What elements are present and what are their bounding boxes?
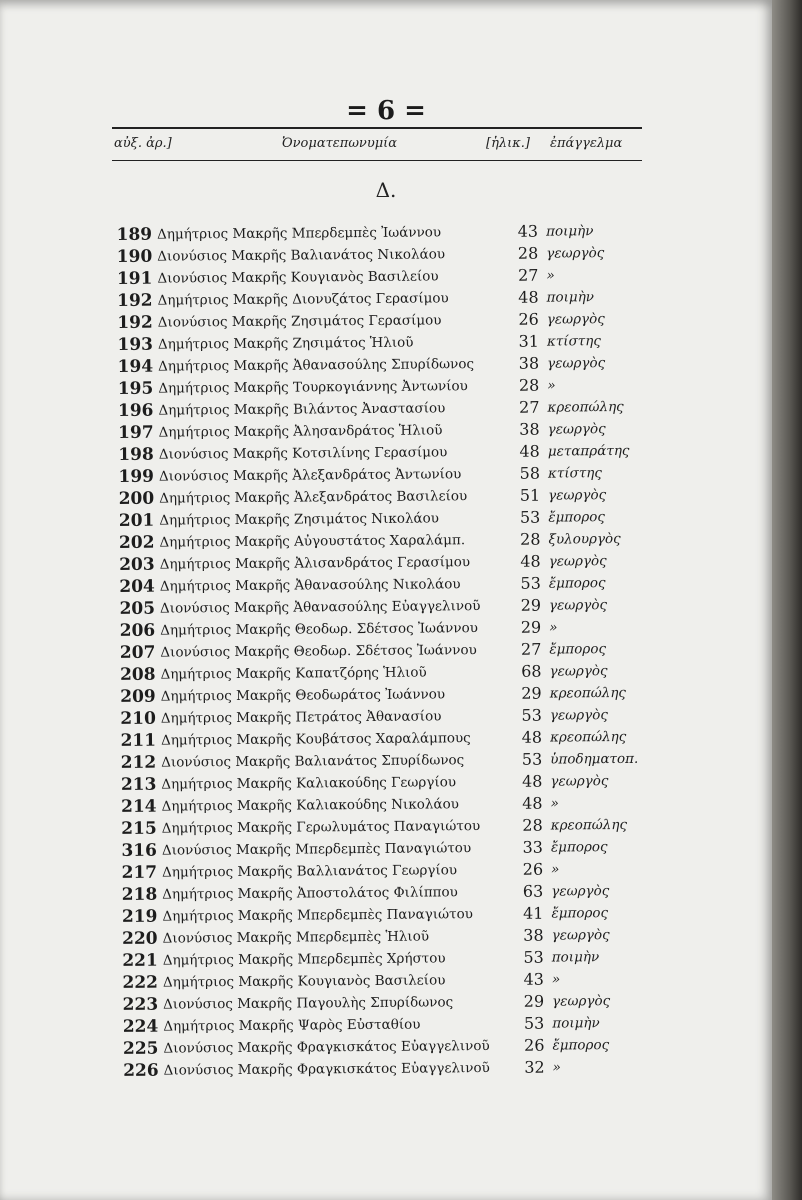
row-name: Δημήτριος Μακρῆς Πετράτος Ἀθανασίου [160, 708, 442, 727]
section-letter: Δ. [375, 178, 397, 202]
row-age: 31 [518, 331, 540, 351]
row-name: Δημήτριος Μακρῆς Βαλλιανάτος Γεωργίου [162, 862, 458, 881]
row-occupation: γεωργὸς [551, 883, 610, 900]
row-number: 191 [116, 268, 153, 289]
row-name: Δημήτριος Μακρῆς Ἀλεξανδράτος Βασιλείου [159, 488, 468, 507]
row-age: 48 [520, 551, 541, 571]
row-name: Διονύσιος Μακρῆς Ζησιμάτος Γερασίμου [157, 312, 442, 331]
row-number: 194 [117, 356, 154, 377]
row-occupation: γεωργὸς [549, 707, 608, 724]
row-name: Δημήτριος Μακρῆς Κουβάτσος Χαραλάμπους [160, 730, 471, 749]
row-age: 32 [524, 1057, 545, 1077]
row-name: Διονύσιος Μακρῆς Ἀθανασούλης Εὐαγγελινοῦ [159, 598, 481, 617]
row-occupation: ἔμπορος [548, 509, 606, 526]
row-occupation: γεωργὸς [548, 597, 608, 614]
row-number: 219 [121, 906, 158, 927]
row-age: 26 [518, 309, 539, 329]
row-occupation: γεωργὸς [547, 355, 606, 372]
row-name: Διονύσιος Μακρῆς Μπερδεμπὲς Ἡλιοῦ [162, 928, 430, 947]
row-occupation: ὑποδηματοπ. [550, 750, 639, 768]
row-name: Δημήτριος Μακρῆς Ἀποστολάτος Φιλίππου [162, 884, 458, 903]
row-age: 38 [519, 419, 540, 439]
row-occupation: γεωργὸς [549, 663, 608, 680]
row-number: 217 [121, 862, 158, 883]
row-age: 53 [521, 705, 542, 725]
row-occupation: » [552, 1059, 561, 1076]
row-age: 29 [523, 991, 545, 1011]
header-num: αὐξ. ἀρ.] [114, 136, 172, 151]
row-name: Δημήτριος Μακρῆς Γερωλυμάτος Παναγιώτου [161, 818, 481, 837]
row-occupation: γεωργὸς [548, 487, 607, 504]
row-name: Δημήτριος Μακρῆς Ἀλισανδράτος Γερασίμου [159, 554, 471, 573]
row-number: 212 [120, 752, 157, 773]
row-name: Δημήτριος Μακρῆς Θεοδωράτος Ἰωάννου [160, 686, 446, 705]
row-occupation: ἔμπορος [550, 839, 608, 856]
row-occupation: γεωργὸς [548, 553, 607, 570]
page-edge [772, 0, 802, 1200]
row-occupation: ξυλουργὸς [548, 530, 621, 548]
row-occupation: μεταπράτης [547, 442, 630, 460]
row-age: 27 [520, 639, 542, 659]
row-occupation: » [549, 619, 558, 636]
row-age: 53 [519, 507, 541, 527]
row-occupation: ποιμὴν [552, 1015, 600, 1032]
row-name: Δημήτριος Μακρῆς Ἀθανασούλης Σπυρίδωνος [158, 356, 475, 375]
row-age: 27 [517, 265, 539, 285]
row-name: Δημήτριος Μακρῆς Μπερδεμπὲς Χρήστου [162, 950, 446, 969]
row-occupation: » [551, 971, 561, 988]
row-occupation: γεωργὸς [550, 773, 609, 790]
row-number: 218 [121, 884, 158, 905]
header-age: [ἡλικ.] [486, 136, 530, 151]
row-occupation: ποιμὴν [546, 223, 594, 240]
row-number: 196 [117, 400, 154, 421]
row-name: Δημήτριος Μακρῆς Ἀλησανδράτος Ἡλιοῦ [158, 422, 443, 441]
row-age: 38 [523, 925, 544, 945]
row-age: 38 [518, 353, 540, 373]
row-name: Δημήτριος Μακρῆς Ζησιμάτος Ἡλιοῦ [157, 334, 414, 353]
row-number: 204 [119, 576, 155, 597]
list-item [7, 1055, 779, 1083]
row-name: Δημήτριος Μακρῆς Τουρκογιάννης Ἀντωνίου [158, 378, 468, 397]
row-name: Δημήτριος Μακρῆς Αὐγουστάτος Χαραλάμπ. [159, 532, 466, 551]
row-age: 48 [518, 287, 539, 307]
row-age: 68 [521, 661, 542, 681]
row-number: 222 [122, 972, 159, 993]
row-name: Διονύσιος Μακρῆς Φραγκισκάτος Εὐαγγελινοῦ [163, 1060, 490, 1079]
row-number: 200 [118, 488, 155, 509]
header-rule-bottom [112, 160, 642, 161]
row-name: Δημήτριος Μακρῆς Βιλάντος Ἀναστασίου [158, 400, 446, 419]
row-number: 210 [120, 708, 156, 729]
row-occupation: κτίστης [547, 465, 602, 482]
row-name: Δημήτριος Μακρῆς Καλιακούδης Νικολάου [161, 796, 459, 815]
row-age: 28 [522, 815, 543, 835]
row-occupation: » [547, 377, 556, 394]
row-number: 190 [116, 246, 153, 267]
row-number: 207 [119, 642, 156, 663]
row-number: 215 [121, 818, 157, 839]
row-number: 189 [116, 224, 153, 245]
row-number: 206 [119, 620, 156, 641]
row-occupation: γεωργὸς [547, 421, 606, 438]
row-age: 43 [517, 221, 539, 241]
row-occupation: » [551, 861, 560, 878]
row-age: 53 [521, 749, 543, 769]
row-age: 48 [521, 771, 543, 791]
row-number: 205 [119, 598, 156, 619]
row-occupation: κρεοπώλης [550, 816, 628, 834]
row-occupation: κρεοπώλης [549, 728, 627, 746]
row-number: 223 [122, 994, 159, 1015]
row-age: 58 [519, 463, 541, 483]
row-occupation: ἔμπορος [551, 905, 609, 922]
row-age: 48 [521, 727, 543, 747]
row-age: 28 [520, 529, 541, 549]
row-age: 48 [519, 441, 540, 461]
header-job: ἐπάγγελμα [550, 136, 623, 151]
row-occupation: κρεοπώλης [549, 684, 627, 702]
row-occupation: ἔμπορος [552, 1037, 610, 1054]
row-age: 53 [523, 1013, 545, 1033]
row-number: 211 [120, 730, 157, 751]
row-occupation: γεωργὸς [546, 311, 605, 328]
row-number: 224 [122, 1016, 159, 1037]
row-name: Δημήτριος Μακρῆς Καπατζόρης Ἡλιοῦ [160, 664, 427, 683]
row-name: Δημήτριος Μακρῆς Καλιακούδης Γεωργίου [161, 774, 457, 793]
row-name: Δημήτριος Μακρῆς Ἀθανασούλης Νικολάου [159, 576, 461, 595]
row-name: Διονύσιος Μακρῆς Κοτσιλίνης Γερασίμου [158, 444, 448, 463]
row-name: Διονύσιος Μακρῆς Βαλιανάτος Νικολάου [157, 246, 446, 265]
row-number: 199 [118, 466, 155, 487]
register-list [0, 219, 779, 1083]
row-age: 63 [522, 881, 544, 901]
row-number: 193 [117, 334, 154, 355]
row-number: 209 [120, 686, 156, 707]
row-age: 43 [523, 969, 545, 989]
row-age: 27 [519, 397, 540, 417]
row-age: 29 [521, 683, 542, 703]
row-number: 213 [120, 774, 157, 795]
row-number: 198 [118, 444, 154, 465]
row-name: Διονύσιος Μακρῆς Βαλιανάτος Σπυρίδωνος [161, 752, 465, 771]
column-header [0, 136, 772, 156]
row-number: 225 [122, 1038, 159, 1059]
row-number: 221 [122, 950, 158, 971]
row-occupation: ἔμπορος [549, 641, 607, 658]
row-age: 29 [520, 617, 542, 637]
row-age: 29 [520, 595, 542, 615]
row-number: 214 [121, 796, 157, 817]
row-age: 53 [520, 573, 541, 593]
row-age: 33 [522, 837, 543, 857]
row-name: Διονύσιος Μακρῆς Μπερδεμπὲς Παναγιώτου [161, 840, 472, 859]
row-number: 202 [118, 532, 155, 553]
row-number: 220 [122, 928, 158, 949]
row-occupation: κρεοπώλης [547, 398, 624, 416]
row-name: Διονύσιος Μακρῆς Θεοδωρ. Σδέτσος Ἰωάννου [160, 642, 477, 661]
header-name: Ὀνοματεπωνυμία [282, 136, 398, 151]
row-number: 192 [117, 312, 153, 333]
row-name: Δημήτριος Μακρῆς Ζησιμάτος Νικολάου [159, 510, 440, 529]
row-occupation: γεωργὸς [551, 927, 610, 944]
row-name: Διονύσιος Μακρῆς Ἀλεξανδράτος Ἀντωνίου [158, 466, 462, 485]
row-number: 201 [118, 510, 155, 531]
row-name: Δημήτριος Μακρῆς Μπερδεμπὲς Παναγιώτου [162, 906, 474, 925]
row-name: Δημήτριος Μακρῆς Διονυζάτος Γερασίμου [157, 290, 449, 309]
row-number: 226 [123, 1060, 159, 1081]
page-number: = 6 = [346, 96, 426, 126]
row-age: 41 [522, 903, 544, 923]
row-number: 197 [118, 422, 154, 443]
row-age: 28 [517, 243, 539, 263]
row-name: Δημήτριος Μακρῆς Ψαρὸς Εὐσταθίου [163, 1016, 421, 1035]
row-occupation: κτίστης [546, 333, 601, 350]
row-number: 203 [119, 554, 155, 575]
row-occupation: γεωργὸς [552, 993, 611, 1010]
row-number: 192 [117, 290, 153, 311]
row-number: 208 [119, 664, 156, 685]
row-age: 53 [523, 947, 544, 967]
row-name: Δημήτριος Μακρῆς Κουγιανὸς Βασιλείου [162, 972, 446, 991]
row-number: 195 [117, 378, 154, 399]
row-name: Δημήτριος Μακρῆς Θεοδωρ. Σδέτσος Ἰωάννου [160, 620, 478, 639]
row-age: 26 [522, 859, 544, 879]
row-name: Διονύσιος Μακρῆς Παγουλὴς Σπυρίδωνος [163, 994, 454, 1013]
row-age: 28 [518, 375, 540, 395]
row-name: Διονύσιος Μακρῆς Κουγιανὸς Βασιλείου [157, 268, 439, 287]
row-number: 316 [121, 840, 158, 861]
row-occupation: » [550, 795, 559, 812]
row-occupation: ἔμπορος [548, 575, 606, 592]
row-name: Δημήτριος Μακρῆς Μπερδεμπὲς Ἰωάννου [157, 224, 442, 243]
header-rule-top [112, 127, 642, 129]
row-age: 48 [522, 793, 543, 813]
row-age: 51 [519, 485, 541, 505]
row-occupation: ποιμὴν [551, 949, 600, 966]
row-age: 26 [524, 1035, 545, 1055]
row-occupation: ποιμὴν [546, 289, 595, 306]
row-occupation: » [546, 267, 555, 284]
row-occupation: γεωργὸς [546, 245, 605, 262]
row-name: Διονύσιος Μακρῆς Φραγκισκάτος Εὐαγγελινοῦ [163, 1038, 490, 1057]
